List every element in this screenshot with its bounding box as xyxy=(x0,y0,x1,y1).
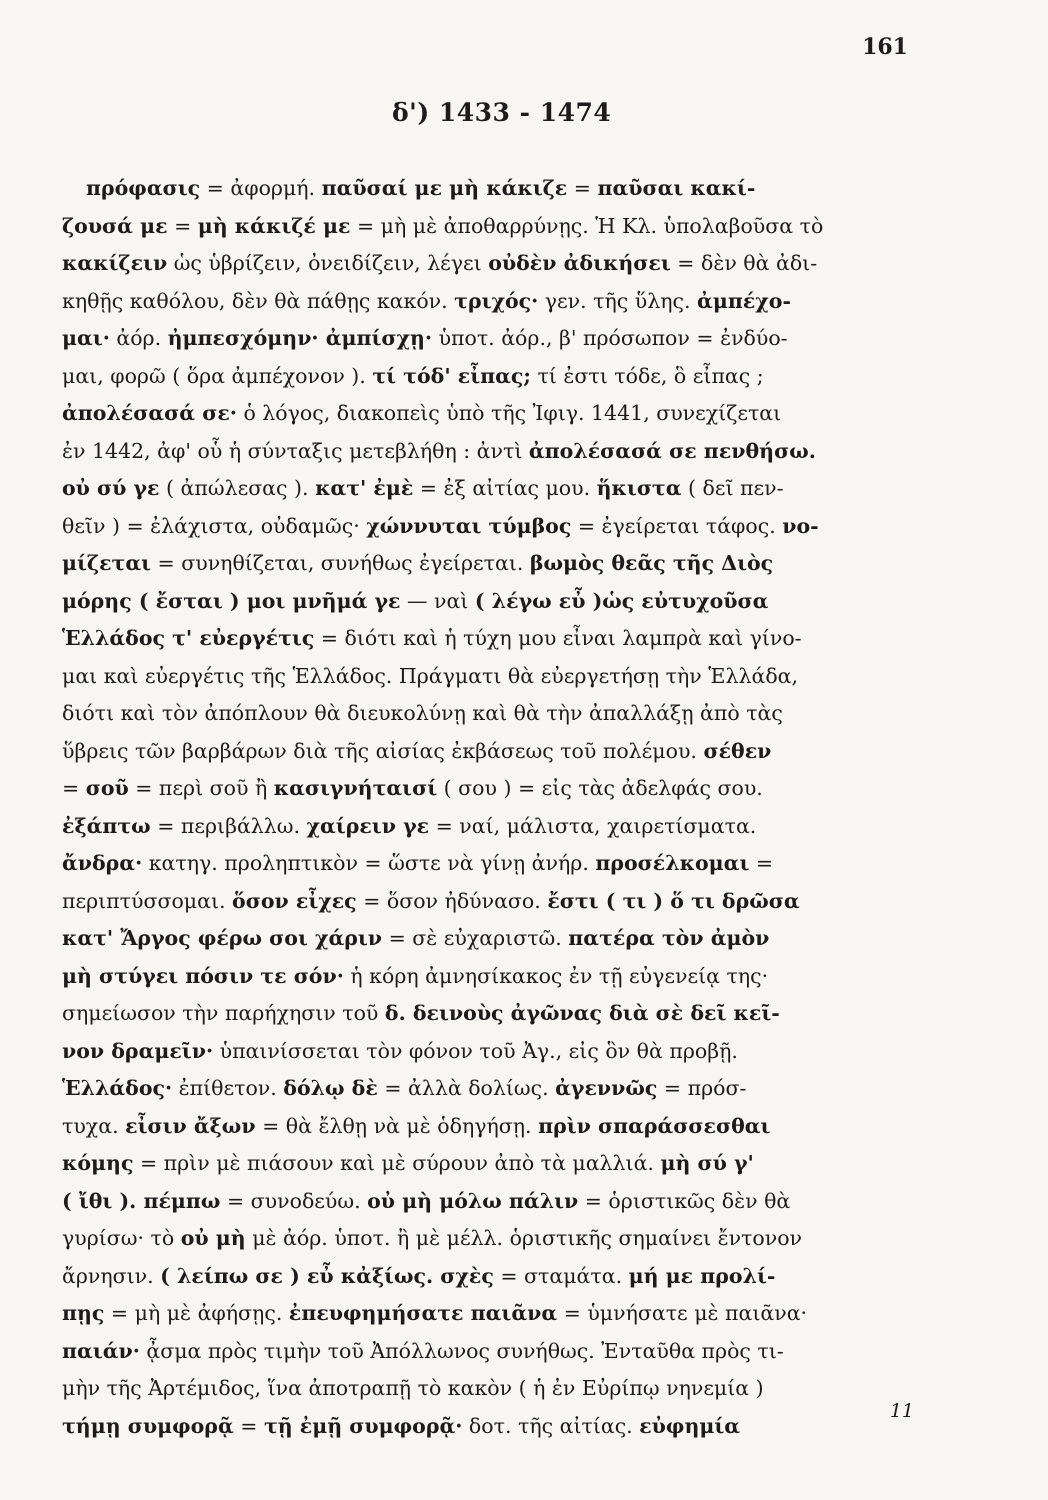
lemma-term: σοῦ xyxy=(85,776,129,800)
gloss-text: ᾆσμα πρὸς τιμὴν τοῦ Ἀπόλλωνος συνήθως. Ἐνταῦθα πρὸς τι- xyxy=(139,1338,784,1363)
lemma-term: σέθεν xyxy=(703,738,772,763)
gloss-text: = σταμάτα. xyxy=(493,1263,629,1288)
gloss-text: = ἀφορμή. xyxy=(200,176,322,200)
gloss-text: διότι καὶ τὸν ἀπόπλουν θὰ διευκολύνῃ καὶ θὰ τὴν ἀπαλλάξῃ ἀπὸ τὰς xyxy=(62,701,783,725)
gloss-text: ὕβρεις τῶν βαρβάρων διὰ τῆς αἰσίας ἐκβάσεως τοῦ πολέμου. xyxy=(62,738,704,763)
gloss-text: = xyxy=(233,1413,264,1438)
text-line xyxy=(62,1183,914,1221)
gloss-text: ὑποτ. ἀόρ., β' πρόσωπον = ἐνδύο- xyxy=(432,326,788,350)
gloss-text: = μὴ μὲ ἀφήσῃς. xyxy=(104,1301,289,1325)
text-line xyxy=(62,1108,914,1146)
lemma-term: τήμῃ συμφορᾷ xyxy=(62,1413,234,1438)
text-line xyxy=(62,433,914,471)
lemma-term: πῃς xyxy=(62,1301,105,1325)
lemma-term: εἶσιν ἄξων xyxy=(125,1113,256,1138)
text-line xyxy=(62,770,914,808)
gloss-text: = ὑμνήσατε μὲ παιᾶνα· xyxy=(557,1301,808,1325)
text-line xyxy=(62,170,914,208)
text-line xyxy=(62,245,914,283)
folio-signature: 11 xyxy=(889,1400,914,1422)
text-line xyxy=(62,620,914,658)
gloss-text: κατηγ. προληπτικὸν = ὥστε νὰ γίνῃ ἀνήρ. xyxy=(142,851,596,875)
lemma-term: οὐ σύ γε xyxy=(62,476,160,500)
gloss-text: μὲ ἀόρ. ὑποτ. ἢ μὲ μέλλ. ὁριστικῆς σημαίνει ἔντονον xyxy=(245,1226,803,1250)
lemma-term: τριχός· xyxy=(454,288,539,313)
text-line xyxy=(62,1220,914,1258)
lemma-term: κασιγνήταισί xyxy=(273,776,438,800)
text-line xyxy=(62,883,914,921)
lemma-term: δ. δεινοὺς ἀγῶνας διὰ σὲ δεῖ κεῖ- xyxy=(384,1001,780,1025)
lemma-term: χώννυται τύμβος xyxy=(366,513,572,538)
text-line xyxy=(62,320,914,358)
gloss-text: ( ἀπώλεσας ). xyxy=(159,476,316,500)
text-line xyxy=(62,1145,914,1183)
gloss-text: = xyxy=(167,213,198,238)
lemma-term: παῦσαί με μὴ κάκιζε xyxy=(321,176,568,200)
text-line xyxy=(62,845,914,883)
lemma-term: ὅσον εἶχες xyxy=(232,888,357,913)
lemma-term: μὴ σύ γ' xyxy=(660,1151,754,1175)
text-line xyxy=(62,583,914,621)
gloss-text: κηθῇς καθόλου, δὲν θὰ πάθῃς κακόν. xyxy=(62,288,455,313)
lemma-term: εὐφημία xyxy=(639,1413,741,1438)
lemma-term: προσέλκομαι xyxy=(595,851,750,875)
text-line xyxy=(62,1370,914,1408)
gloss-text: δοτ. τῆς αἰτίας. xyxy=(462,1413,640,1438)
gloss-text: = δὲν θὰ ἀδι- xyxy=(670,251,818,275)
gloss-text: ἄρνησιν. xyxy=(62,1263,161,1288)
lemma-term: ( λέγω εὖ )ὡς εὐτυχοῦσα xyxy=(474,588,769,613)
gloss-text: ὁ λόγος, διακοπεὶς ὑπὸ τῆς Ἰφιγ. 1441, συνεχίζεται xyxy=(236,401,782,425)
gloss-text: περιπτύσσομαι. xyxy=(62,888,233,913)
gloss-text: = xyxy=(749,851,774,875)
text-line xyxy=(62,1295,914,1333)
text-line xyxy=(62,1258,914,1296)
text-line xyxy=(62,1333,914,1371)
gloss-text: γεν. τῆς ὕλης. xyxy=(538,288,698,313)
gloss-text: = ὅσον ἠδύνασο. xyxy=(356,888,548,913)
gloss-text: γυρίσω· τὸ xyxy=(62,1226,181,1250)
lemma-term: ἐξάπτω xyxy=(62,813,151,838)
gloss-text: = συνοδεύω. xyxy=(220,1188,368,1213)
lemma-term: ἀπολέσασά σε· xyxy=(62,401,237,425)
lemma-term: ἐπευφημήσατε παιᾶνα xyxy=(288,1301,558,1325)
lemma-term: πατέρα τὸν ἀμὸν xyxy=(568,926,770,950)
lemma-term: ζουσά με xyxy=(62,213,168,238)
lemma-term: τί τόδ' εἶπας; xyxy=(372,363,531,388)
lemma-term: οὐδὲν ἀδικήσει xyxy=(488,251,671,275)
text-line xyxy=(62,358,914,396)
lemma-term: οὐ μὴ μόλω πάλιν xyxy=(367,1188,579,1213)
gloss-text: = ναί, μάλιστα, χαιρετίσματα. xyxy=(429,813,757,838)
gloss-text: = διότι καὶ ἡ τύχη μου εἶναι λαμπρὰ καὶ γίνο- xyxy=(314,626,802,650)
lemma-term: μίζεται xyxy=(62,551,152,575)
text-line xyxy=(62,545,914,583)
lemma-term: πρὶν σπαράσσεσθαι xyxy=(538,1113,771,1138)
gloss-text: μὴν τῆς Ἀρτέμιδος, ἵνα ἀποτραπῇ τὸ κακὸν ( ἡ ἐν Εὐρίπῳ νηνεμία ) xyxy=(62,1376,764,1400)
lemma-term: μαι· xyxy=(62,326,110,350)
lemma-term: δόλῳ δὲ xyxy=(283,1076,378,1100)
gloss-text: = περιβάλλω. xyxy=(150,813,307,838)
text-line xyxy=(62,283,914,321)
gloss-text: ὡς ὑβρίζειν, ὀνειδίζειν, λέγει xyxy=(167,251,489,275)
gloss-text: = περὶ σοῦ ἢ xyxy=(128,776,274,800)
lemma-term: Ἑλλάδος· xyxy=(62,1076,173,1100)
lemma-term: ἥκιστα xyxy=(596,476,682,500)
lemma-term: παιάν· xyxy=(62,1338,140,1363)
gloss-text: = θὰ ἔλθῃ νὰ μὲ ὁδηγήσῃ. xyxy=(255,1113,539,1138)
text-line xyxy=(62,508,914,546)
lemma-term: οὐ μὴ xyxy=(180,1226,246,1250)
lemma-term: παῦσαι κακί- xyxy=(597,176,756,200)
text-line xyxy=(62,658,914,696)
text-line xyxy=(62,733,914,771)
gloss-text: τί ἐστι τόδε, ὃ εἶπας ; xyxy=(530,363,764,388)
lemma-term: μὴ στύγει πόσιν τε σόν· xyxy=(62,963,344,988)
lemma-term: πρόφασις xyxy=(86,176,201,200)
text-line xyxy=(62,1070,914,1108)
gloss-text: = μὴ μὲ ἀποθαρρύνῃς. Ἡ Κλ. ὑπολαβοῦσα τὸ xyxy=(350,213,824,238)
gloss-text: σημείωσον τὴν παρήχησιν τοῦ xyxy=(62,1001,385,1025)
gloss-text: = σὲ εὐχαριστῶ. xyxy=(382,926,569,950)
lemma-term: ( λείπω σε ) εὖ κἀξίως. σχὲς xyxy=(160,1263,494,1288)
gloss-text: μαι, φορῶ ( ὅρα ἀμπέχονον ). xyxy=(62,363,373,388)
lemma-term: κατ' ἐμὲ xyxy=(315,476,414,500)
lemma-term: τῇ ἐμῇ συμφορᾷ· xyxy=(263,1413,463,1438)
lemma-term: ἀγεννῶς xyxy=(555,1076,658,1100)
gloss-text: — ναὶ xyxy=(400,588,475,613)
gloss-text: ἀόρ. xyxy=(109,326,168,350)
text-line xyxy=(62,208,914,246)
section-heading: δ') 1433 - 1474 xyxy=(392,98,612,127)
commentary-text xyxy=(62,170,914,1445)
page-number: 161 xyxy=(862,34,908,60)
gloss-text: ἐν 1442, ἀφ' οὗ ἡ σύνταξις μετεβλήθη : ἀντὶ xyxy=(62,438,529,463)
text-line xyxy=(62,808,914,846)
lemma-term: χαίρειν γε xyxy=(306,813,430,838)
lemma-term: ἄνδρα· xyxy=(62,851,143,875)
lemma-term: νον δραμεῖν· xyxy=(62,1038,214,1063)
lemma-term: ἀμπέχο- xyxy=(697,288,791,313)
gloss-text: ( δεῖ πεν- xyxy=(681,476,784,500)
text-line xyxy=(62,395,914,433)
text-line xyxy=(62,1408,914,1446)
gloss-text: = πρὶν μὲ πιάσουν καὶ μὲ σύρουν ἀπὸ τὰ μαλλιά. xyxy=(133,1151,661,1175)
lemma-term: μὴ κάκιζέ με xyxy=(197,213,351,238)
gloss-text: τυχα. xyxy=(62,1113,126,1138)
lemma-term: μή με προλί- xyxy=(628,1263,776,1288)
gloss-text: = ὁριστικῶς δὲν θὰ xyxy=(578,1188,791,1213)
lemma-term: Ἑλλάδος τ' εὐεργέτις xyxy=(62,626,315,650)
lemma-term: νο- xyxy=(782,513,819,538)
text-line xyxy=(62,470,914,508)
lemma-term: κατ' Ἄργος φέρω σοι χάριν xyxy=(62,926,383,950)
gloss-text: = πρόσ- xyxy=(657,1076,747,1100)
gloss-text: μαι καὶ εὐεργέτις τῆς Ἑλλάδος. Πράγματι θὰ εὐεργετήσῃ τὴν Ἑλλάδα, xyxy=(62,663,799,688)
lemma-term: κακίζειν xyxy=(62,251,168,275)
lemma-term: κόμης xyxy=(62,1151,134,1175)
gloss-text: ἐπίθετον. xyxy=(172,1076,284,1100)
lemma-term: ἠμπεσχόμην· ἀμπίσχῃ· xyxy=(167,326,433,350)
gloss-text: ὑπαινίσσεται τὸν φόνον τοῦ Ἀγ., εἰς ὃν θὰ προβῇ. xyxy=(213,1038,738,1063)
gloss-text: = συνηθίζεται, συνήθως ἐγείρεται. xyxy=(151,551,530,575)
text-line xyxy=(62,1033,914,1071)
gloss-text: ἡ κόρη ἀμνησίκακος ἐν τῇ εὐγενείᾳ της· xyxy=(343,963,769,988)
lemma-term: ( ἴθι ). πέμπω xyxy=(62,1188,221,1213)
text-line xyxy=(62,695,914,733)
gloss-text: ( σου ) = εἰς τὰς ἀδελφάς σου. xyxy=(437,776,763,800)
gloss-text: = xyxy=(62,776,86,800)
lemma-term: ἔστι ( τι ) ὅ τι δρῶσα xyxy=(547,888,800,913)
text-line xyxy=(62,958,914,996)
gloss-text: = ἐγείρεται τάφος. xyxy=(571,513,783,538)
text-line xyxy=(62,920,914,958)
gloss-text: = ἀλλὰ δολίως. xyxy=(377,1076,556,1100)
gloss-text: θεῖν ) = ἐλάχιστα, οὐδαμῶς· xyxy=(62,513,367,538)
lemma-term: ἀπολέσασά σε πενθήσω. xyxy=(528,438,816,463)
gloss-text: = xyxy=(567,176,598,200)
lemma-term: βωμὸς θεᾶς τῆς Διὸς xyxy=(529,551,774,575)
lemma-term: μόρης ( ἔσται ) μοι μνῆμά γε xyxy=(62,588,401,613)
gloss-text: = ἐξ αἰτίας μου. xyxy=(413,476,597,500)
text-line xyxy=(62,995,914,1033)
